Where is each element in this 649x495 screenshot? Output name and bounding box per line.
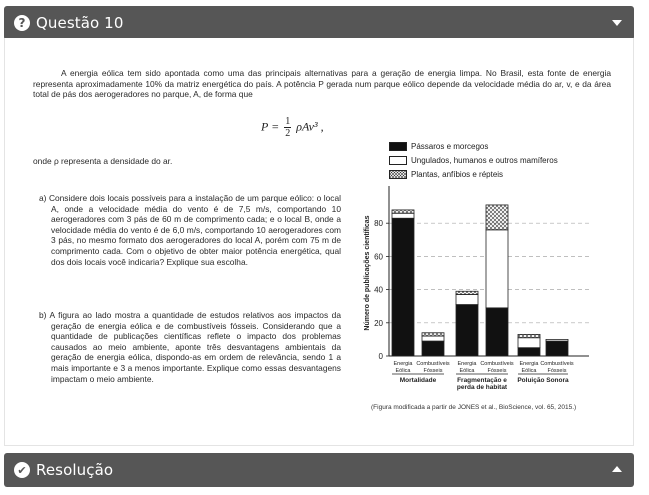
chevron-down-icon[interactable] [612, 20, 622, 26]
formula-lhs: P = [261, 119, 280, 134]
question-header[interactable] [4, 6, 634, 40]
y-tick-label: 0 [378, 352, 383, 361]
y-axis-label: Número de publicações científicas [364, 215, 371, 331]
y-tick-label: 40 [374, 285, 383, 295]
publications-chart [345, 178, 595, 403]
question-card [4, 38, 634, 446]
formula-rhs: ρAv³ , [296, 119, 324, 134]
bar-segment [486, 230, 508, 308]
bar-segment [456, 305, 478, 356]
figure-caption: (Figura modificada a partir de JONES et al., BioScience, vol. 65, 2015.) [371, 404, 577, 411]
y-tick-label: 60 [374, 252, 383, 262]
bar-segment [392, 213, 414, 218]
bar-segment [518, 334, 540, 337]
bar-segment [392, 218, 414, 356]
question-title: Questão 10 [36, 14, 124, 32]
bar-segment [546, 339, 568, 341]
category-label: Combustíveis [416, 361, 450, 367]
legend-label: Pássaros e morcegos [411, 142, 489, 151]
formula-numerator: 1 [285, 116, 291, 127]
bar-segment [518, 348, 540, 356]
power-formula [261, 116, 324, 139]
group-label: Poluição Sonora [517, 377, 569, 384]
formula-denominator: 2 [285, 128, 291, 139]
resolution-title: Resolução [36, 461, 114, 479]
bar-segment [546, 341, 568, 356]
category-label: Fósseis [547, 368, 567, 374]
legend-swatch [389, 156, 407, 165]
formula-fraction [284, 116, 291, 139]
legend-item-birds [389, 142, 488, 151]
bar-segment [456, 291, 478, 294]
check-circle-icon: ✔ [14, 462, 30, 478]
bar-segment [456, 295, 478, 305]
intro-paragraph: A energia eólica tem sido apontada como uma das principais alternativas para a geração de energia limpa. No Brasil, esta fonte de energia representa aproximadamente 10% da matriz energética do país. A potência P gerada num parque eólico depende da velocidade média do ar, v, e da área total de pás dos aerogeradores no parque, A, de forma que [33, 68, 611, 100]
category-label: Combustíveis [540, 361, 574, 367]
bar-segment [422, 336, 444, 341]
group-label: Fragmentação e [457, 377, 507, 384]
item-a: a) Considere dois locais possíveis para a instalação de um parque eólico: o local A, onde a velocidade média do vento é de 7,5 m/s, comportando 10 aerogeradores com 3 pás de 60 m de comprimento cada; e o local B, onde a velocidade média do vento é de 6,0 m/s, comportando 10 aerogeradores com 3 pás, no mesmo formato dos aerogeradores do local A, porém com 75 m de comprimento cada. Com o objetivo de obter maior potência energética, qual dos dois locais você indicaria? Explique sua escolha. [39, 193, 341, 267]
legend-label: Plantas, anfíbios e répteis [411, 170, 504, 179]
legend-item-mammals [389, 156, 558, 165]
category-label: Energia [457, 361, 477, 367]
bar-segment [422, 333, 444, 336]
category-label: Energia [519, 361, 539, 367]
density-note: onde ρ representa a densidade do ar. [33, 156, 173, 166]
legend-label: Ungulados, humanos e outros mamíferos [411, 156, 558, 165]
legend-swatch [389, 142, 407, 151]
category-label: Energia [393, 361, 413, 367]
category-label: Eólica [395, 368, 411, 374]
chevron-up-icon[interactable] [612, 466, 622, 472]
question-circle-icon: ? [14, 15, 30, 31]
group-label: Mortalidade [399, 377, 437, 384]
category-label: Fósseis [487, 368, 507, 374]
bar-segment [486, 308, 508, 356]
category-label: Fósseis [423, 368, 443, 374]
category-label: Eólica [459, 368, 475, 374]
resolution-header[interactable] [4, 453, 634, 487]
category-label: Eólica [521, 368, 537, 374]
y-tick-label: 20 [374, 318, 383, 328]
bar-segment [486, 205, 508, 230]
y-tick-label: 80 [374, 219, 383, 229]
item-b: b) A figura ao lado mostra a quantidade de estudos relativos aos impactos da geração de energia eólica e de combustíveis fósseis. Considerando que a quantidade de publicações científicas reflete o impacto dos problemas causados ao meio ambiente, aponte três desvantagens ambientais da geração de energia eólica, dispondo-as em ordem de relevância, sendo 1 a mais importante e 3 a menos importante. Explique como essas desvantagens impactam o meio ambiente. [39, 310, 341, 384]
category-label: Combustíveis [480, 361, 514, 367]
bar-segment [392, 210, 414, 213]
bar-segment [422, 341, 444, 356]
group-label: perda de habitat [456, 384, 508, 391]
bar-segment [518, 338, 540, 348]
